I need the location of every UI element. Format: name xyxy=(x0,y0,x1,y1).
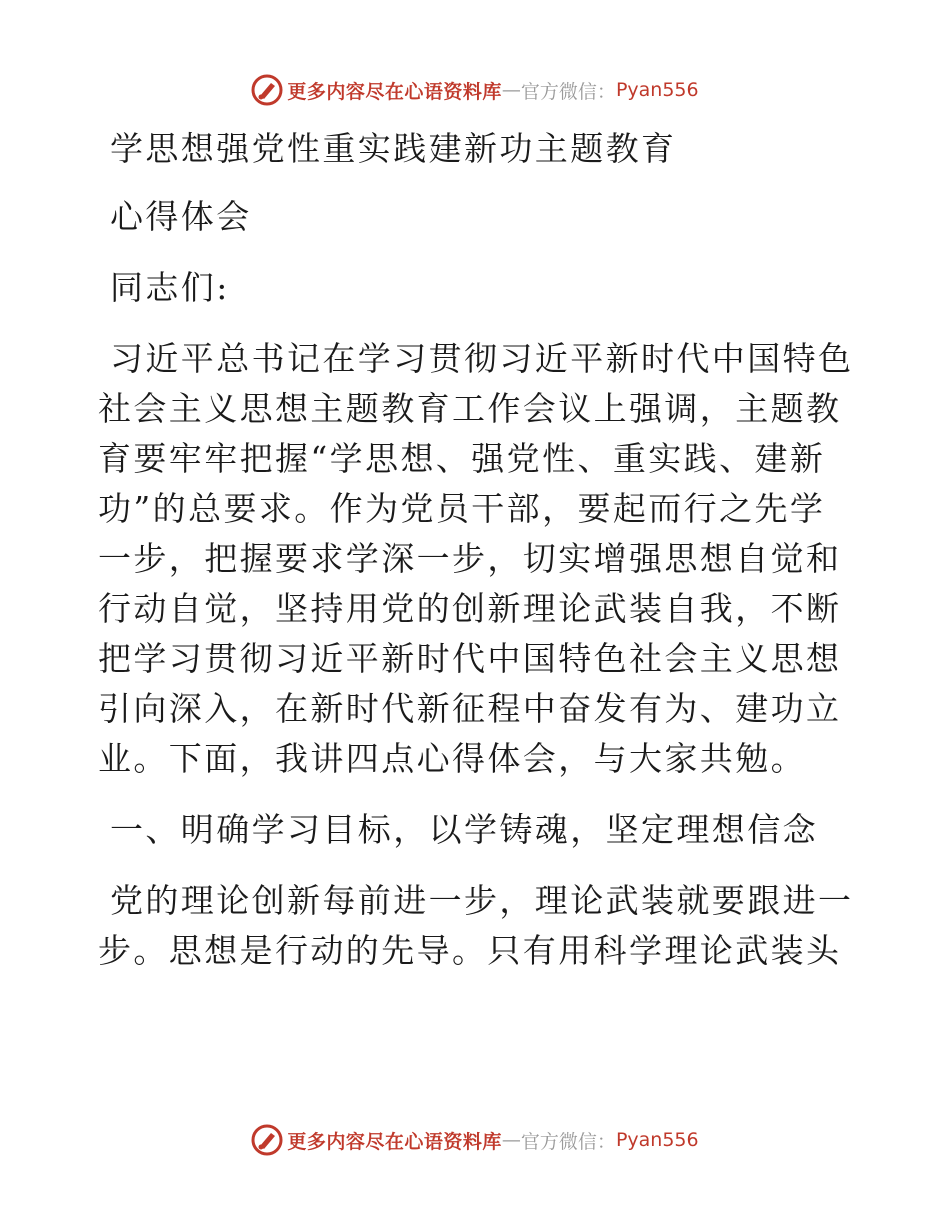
brand-logo-icon xyxy=(251,74,283,106)
body-paragraph: 习近平总书记在学习贯彻习近平新时代中国特色社会主义思想主题教育工作会议上强调，主题教育要牢牢把握“学思想、强党性、重实践、建新功”的总要求。作为党员干部，要起而行之先学一步，把握要求学深一步，切实增强思想自觉和行动自觉，坚持用党的创新理论武装自我，不断把学习贯彻习近平新时代中国特色社会主义思想引向深入，在新时代新征程中奋发有为、建功立业。下面，我讲四点心得体会，与大家共勉。 xyxy=(98,339,854,778)
header-watermark xyxy=(0,70,950,110)
footer-watermark xyxy=(0,1120,950,1160)
section-heading: 一、明确学习目标，以学铸魂，坚定理想信念 xyxy=(110,810,818,849)
document-body xyxy=(98,124,858,997)
document-title: 学思想强党性重实践建新功主题教育 xyxy=(110,129,677,168)
watermark-separator: — xyxy=(501,79,521,101)
document-subtitle: 心得体会 xyxy=(110,197,252,236)
watermark-wechat-id: Pyan556 xyxy=(615,1129,699,1151)
brand-logo-icon xyxy=(251,1124,283,1156)
greeting: 同志们: xyxy=(110,268,230,307)
watermark-wechat-id: Pyan556 xyxy=(615,79,699,101)
body-paragraph: 党的理论创新每前进一步，理论武装就要跟进一步。思想是行动的先导。只有用科学理论武装头 xyxy=(98,881,854,970)
watermark-wechat-label: 官方微信： xyxy=(520,1130,616,1153)
watermark-brand-text: 更多内容尽在心语资料库 xyxy=(287,1130,502,1153)
watermark-separator: — xyxy=(501,1129,521,1151)
watermark-wechat-label: 官方微信： xyxy=(520,80,616,103)
watermark-brand-text: 更多内容尽在心语资料库 xyxy=(287,80,502,103)
